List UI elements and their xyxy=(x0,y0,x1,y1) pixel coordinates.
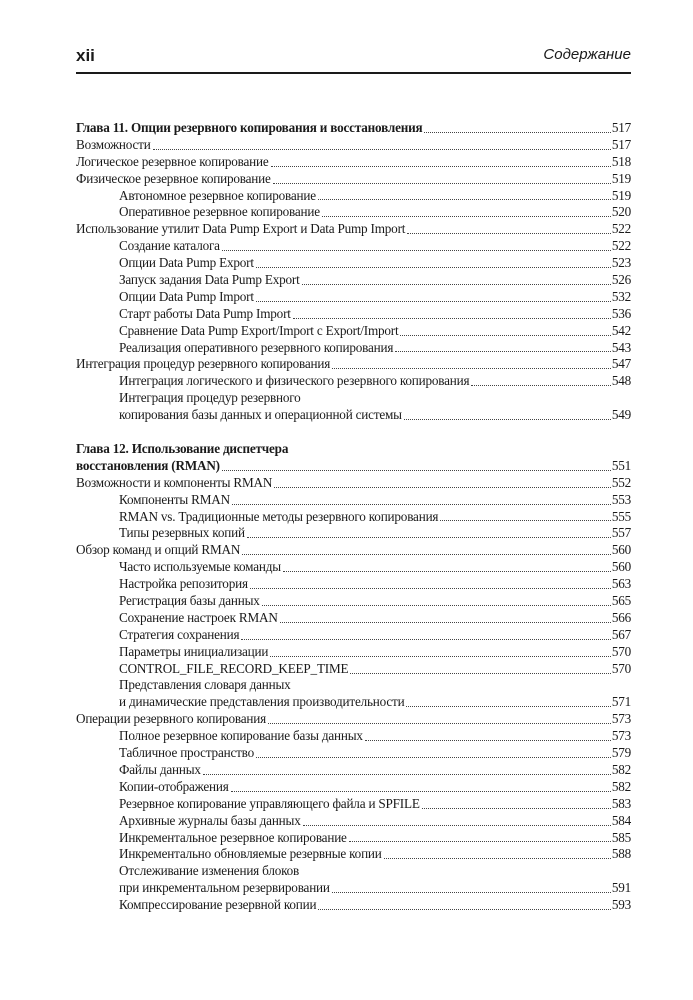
dot-leader xyxy=(395,351,611,352)
dot-leader xyxy=(222,470,611,471)
toc-entry xyxy=(76,306,631,323)
toc-page-number: 520 xyxy=(611,204,631,220)
toc-entry-title: Опции Data Pump Import xyxy=(119,288,254,304)
toc-entry-title: Файлы данных xyxy=(119,761,201,777)
dot-leader xyxy=(222,250,611,251)
toc-entry xyxy=(76,475,631,492)
dot-leader xyxy=(365,740,611,741)
dot-leader xyxy=(256,301,611,302)
toc-entry-title: Операции резервного копирования xyxy=(76,711,266,727)
dot-leader xyxy=(231,791,611,792)
toc-entry xyxy=(76,492,631,509)
toc-entry xyxy=(76,694,631,711)
dot-leader xyxy=(256,267,611,268)
toc-page-number: 553 xyxy=(611,491,631,507)
toc-entry-title: Типы резервных копий xyxy=(119,525,245,541)
toc-entry-title: Компрессирование резервной копии xyxy=(119,897,317,913)
toc-entry-title: Обзор команд и опций RMAN xyxy=(76,542,241,558)
toc-entry-title: Логическое резервное копирование xyxy=(76,153,269,169)
toc-entry-title: Глава 11. Опции резервного копирования и восстановления xyxy=(76,119,423,135)
dot-leader xyxy=(384,858,611,859)
toc-page-number: 542 xyxy=(611,322,631,338)
dot-leader xyxy=(293,318,611,319)
toc-page-number: 560 xyxy=(611,542,631,558)
toc-page-number: 584 xyxy=(611,812,631,828)
toc-page-number: 522 xyxy=(611,221,631,237)
toc-entry-title: Инкрементальное резервное копирование xyxy=(119,829,347,845)
dot-leader xyxy=(400,335,610,336)
toc-page-number: 571 xyxy=(611,694,631,710)
toc-entry xyxy=(76,289,631,306)
toc-page-number: 519 xyxy=(611,170,631,186)
toc-page-number: 551 xyxy=(611,457,631,473)
running-title: Содержание xyxy=(543,46,631,63)
toc-entry-title: CONTROL_FILE_RECORD_KEEP_TIME xyxy=(119,660,349,676)
dot-leader xyxy=(332,368,611,369)
toc-page-number: 543 xyxy=(611,339,631,355)
dot-leader xyxy=(232,504,611,505)
toc-page-number: 548 xyxy=(611,373,631,389)
toc-page-number: 517 xyxy=(611,119,631,135)
toc-page-number: 517 xyxy=(611,136,631,152)
dot-leader xyxy=(280,622,611,623)
toc-entry-title: Запуск задания Data Pump Export xyxy=(119,272,300,287)
dot-leader xyxy=(271,166,611,167)
dot-leader xyxy=(303,825,611,826)
toc-entry-title: Интеграция процедур резервного копирования xyxy=(76,356,331,372)
toc-page-number: 591 xyxy=(611,880,631,896)
toc-entry xyxy=(76,880,631,897)
dot-leader xyxy=(270,656,611,657)
toc-entry xyxy=(76,745,631,762)
dot-leader xyxy=(318,199,611,200)
dot-leader xyxy=(349,841,611,842)
toc-entry xyxy=(76,407,631,424)
toc-entry-title: Автономное резервное копирование xyxy=(119,187,316,203)
dot-leader xyxy=(241,639,610,640)
toc-page-number: 570 xyxy=(611,660,631,676)
toc-entry xyxy=(76,762,631,779)
toc-entry xyxy=(76,863,631,880)
toc-entry-title: Глава 12. Использование диспетчера xyxy=(76,441,289,457)
toc-entry xyxy=(76,238,631,255)
dot-leader xyxy=(274,487,611,488)
toc-entry xyxy=(76,137,631,154)
dot-leader xyxy=(268,723,611,724)
toc-page-number: 560 xyxy=(611,559,631,575)
toc-page-number: 536 xyxy=(611,305,631,321)
toc-entry-title: и динамические представления производительности xyxy=(119,694,405,710)
toc-page-number: 573 xyxy=(611,728,631,744)
toc-page-number: 593 xyxy=(611,897,631,913)
toc-entry-title: RMAN vs. Традиционные методы резервного копирования xyxy=(119,508,439,524)
toc-entry-title: Отслеживание изменения блоков xyxy=(119,863,300,879)
dot-leader xyxy=(247,537,611,538)
toc-entry-title: Стратегия сохранения xyxy=(119,626,240,642)
dot-leader xyxy=(406,706,610,707)
toc-entry-title: Возможности xyxy=(76,136,151,152)
toc-page-number: 582 xyxy=(611,761,631,777)
toc-page-number: 582 xyxy=(611,778,631,794)
toc-entry xyxy=(76,356,631,373)
toc-entry xyxy=(76,188,631,205)
toc-entry-title: Сравнение Data Pump Export/Import с Export/Import xyxy=(119,322,399,338)
toc-chapter-heading xyxy=(76,120,631,137)
toc-entry xyxy=(76,846,631,863)
toc-entry xyxy=(76,509,631,526)
toc-entry-title: Резервное копирование управляющего файла и SPFILE xyxy=(119,795,420,811)
toc-entry-title: Старт работы Data Pump Import xyxy=(119,305,291,321)
toc-entry-title: Представления словаря данных xyxy=(119,677,291,693)
toc-entry-title: Настройка репозитория xyxy=(119,576,248,592)
toc-entry-title: Возможности и компоненты RMAN xyxy=(76,474,273,490)
toc-entry-title: Часто используемые команды xyxy=(119,559,281,575)
section-gap xyxy=(76,424,631,441)
toc-page-number: 547 xyxy=(611,356,631,372)
toc-entry-title: при инкрементальном резервировании xyxy=(119,880,330,896)
toc-page-number: 565 xyxy=(611,593,631,609)
toc-entry xyxy=(76,779,631,796)
toc-page-number: 557 xyxy=(611,525,631,541)
toc-entry-title: Полное резервное копирование базы данных xyxy=(119,728,363,744)
toc-entry xyxy=(76,525,631,542)
toc-entry xyxy=(76,154,631,171)
dot-leader xyxy=(322,216,611,217)
toc-entry xyxy=(76,390,631,407)
toc-entry-title: Использование утилит Data Pump Export и Data Pump Import xyxy=(76,221,406,237)
toc-page-number: 566 xyxy=(611,609,631,625)
toc-page-number: 532 xyxy=(611,288,631,304)
toc-entry xyxy=(76,559,631,576)
toc-entry-title: Компоненты RMAN xyxy=(119,491,230,507)
dot-leader xyxy=(404,419,611,420)
toc-entry-title: Инкрементально обновляемые резервные копии xyxy=(119,846,382,862)
dot-leader xyxy=(256,757,611,758)
toc-page-number: 552 xyxy=(611,474,631,490)
header-rule xyxy=(76,72,631,74)
toc-entry xyxy=(76,593,631,610)
toc-entry-title: Создание каталога xyxy=(119,238,220,254)
toc-entry-title: Параметры инициализации xyxy=(119,643,269,659)
dot-leader xyxy=(262,605,611,606)
toc-entry xyxy=(76,272,631,289)
toc-entry xyxy=(76,221,631,238)
toc-page-number: 567 xyxy=(611,626,631,642)
toc-entry xyxy=(76,627,631,644)
toc-page-number: 583 xyxy=(611,795,631,811)
toc-entry-title: Копии-отображения xyxy=(119,778,229,794)
page-header xyxy=(76,44,631,70)
toc-entry xyxy=(76,678,631,695)
toc-entry xyxy=(76,340,631,357)
toc-page-number: 549 xyxy=(611,407,631,423)
toc-chapter-heading xyxy=(76,458,631,475)
toc-entry-title: Интеграция логического и физического резервного копирования xyxy=(119,373,470,389)
toc-page-number: 588 xyxy=(611,846,631,862)
toc-page-number: 518 xyxy=(611,153,631,169)
toc-page-number: 523 xyxy=(611,255,631,271)
toc-entry-title: Табличное пространство xyxy=(119,745,254,761)
toc-entry xyxy=(76,813,631,830)
toc-page-number: 555 xyxy=(611,508,631,524)
toc-entry-title: Физическое резервное копирование xyxy=(76,170,271,186)
toc-page-number: 585 xyxy=(611,829,631,845)
toc-page-number: 522 xyxy=(611,238,631,254)
toc-entry xyxy=(76,796,631,813)
toc-entry xyxy=(76,897,631,914)
toc-page-number: 579 xyxy=(611,745,631,761)
toc-entry-title: Архивные журналы базы данных xyxy=(119,812,301,828)
dot-leader xyxy=(203,774,611,775)
toc-entry xyxy=(76,728,631,745)
dot-leader xyxy=(318,909,610,910)
toc-page-number: 526 xyxy=(611,272,631,287)
dot-leader xyxy=(440,520,611,521)
toc-entry-title: Интеграция процедур резервного xyxy=(119,390,301,406)
toc-entry xyxy=(76,711,631,728)
toc-entry-title: Регистрация базы данных xyxy=(119,593,260,609)
dot-leader xyxy=(273,183,611,184)
toc-entry xyxy=(76,644,631,661)
toc-entry-title: Оперативное резервное копирование xyxy=(119,204,320,220)
dot-leader xyxy=(250,588,611,589)
toc-entry xyxy=(76,171,631,188)
toc-entry-title: восстановления (RMAN) xyxy=(76,457,220,473)
toc-entry-title: Реализация оперативного резервного копирования xyxy=(119,339,394,355)
dot-leader xyxy=(153,149,611,150)
dot-leader xyxy=(422,808,611,809)
toc-page-number: 570 xyxy=(611,643,631,659)
toc-entry xyxy=(76,576,631,593)
toc-page-number: 573 xyxy=(611,711,631,727)
toc-entry-title: Опции Data Pump Export xyxy=(119,255,254,271)
dot-leader xyxy=(242,554,611,555)
toc-page-number: 563 xyxy=(611,576,631,592)
toc-chapter-heading xyxy=(76,441,631,458)
toc-entry xyxy=(76,255,631,272)
toc-entry xyxy=(76,830,631,847)
toc-entry xyxy=(76,610,631,627)
toc-page-number: 519 xyxy=(611,187,631,203)
dot-leader xyxy=(424,132,610,133)
dot-leader xyxy=(471,385,610,386)
page-number: xii xyxy=(76,46,95,65)
dot-leader xyxy=(350,673,610,674)
toc-entry-title: Сохранение настроек RMAN xyxy=(119,609,278,625)
toc-entry xyxy=(76,542,631,559)
toc-entry-title: копирования базы данных и операционной системы xyxy=(119,407,402,423)
dot-leader xyxy=(302,284,611,285)
table-of-contents xyxy=(76,120,631,914)
toc-entry xyxy=(76,373,631,390)
toc-entry xyxy=(76,323,631,340)
toc-entry xyxy=(76,204,631,221)
dot-leader xyxy=(332,892,611,893)
dot-leader xyxy=(407,233,611,234)
dot-leader xyxy=(283,571,611,572)
toc-entry xyxy=(76,661,631,678)
